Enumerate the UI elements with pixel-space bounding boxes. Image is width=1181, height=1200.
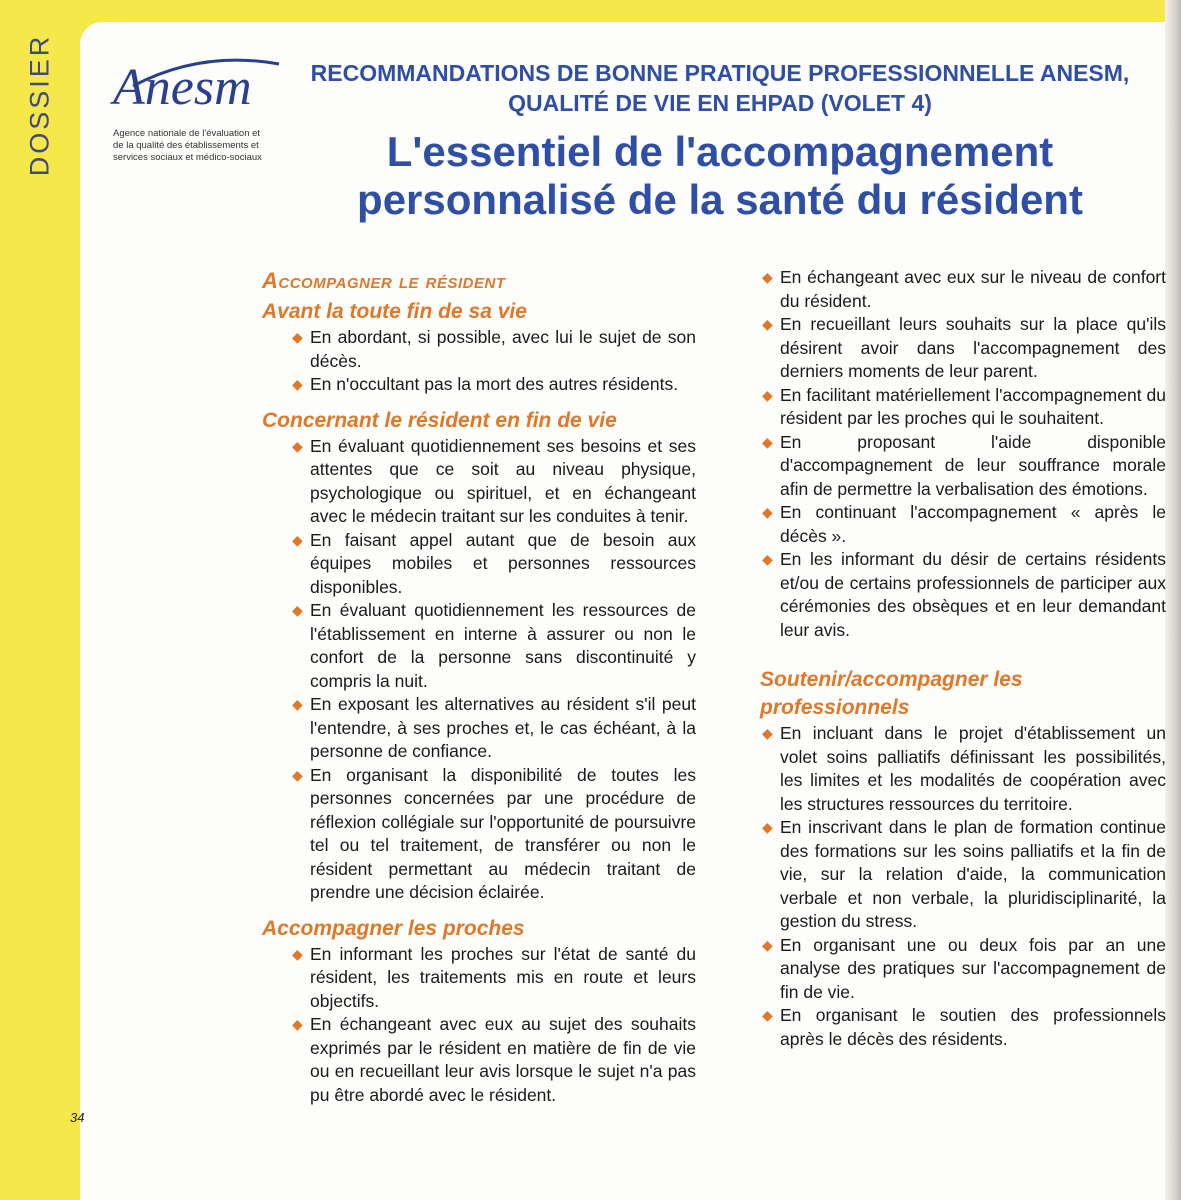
diamond-bullet-icon: ◆: [762, 551, 773, 567]
bullet-list: [262, 435, 696, 905]
logo-name: Anesm: [113, 59, 252, 116]
page-edge: [1165, 0, 1181, 1200]
top-yellow-band: [0, 0, 930, 22]
bullet-list: [262, 326, 696, 397]
logo-subtitle: Agence nationale de l'évaluation et de la qualité des établissements et services sociaux et médico-sociaux: [113, 128, 262, 163]
list-item: ◆ En échangeant avec eux sur le niveau de confort du résident.: [762, 267, 1166, 311]
list-item: ◆ En exposant les alternatives au résident s'il peut l'entendre, à ses proches et, le cas échéant, à la personne de confiance.: [292, 694, 696, 761]
diamond-bullet-icon: ◆: [762, 504, 773, 520]
list-item: ◆ En abordant, si possible, avec lui le sujet de son décès.: [292, 327, 696, 371]
header-line-1: RECOMMANDATIONS DE BONNE PRATIQUE PROFESSIONNELLE ANESM,: [310, 60, 1130, 86]
group-title: Concernant le résident en fin de vie: [262, 408, 617, 432]
list-item: ◆ En les informant du désir de certains résidents et/ou de certains professionnels de participer aux cérémonies des obsèques et en leur demandant leur avis.: [762, 549, 1166, 640]
list-item: ◆ En organisant la disponibilité de toutes les personnes concernées par une procédure de réflexion collégiale sur l'opportunité de poursuivre tel ou tel traitement, de transférer ou non le résident permettant au médecin traitant de prendre une décision éclairée.: [292, 764, 696, 902]
diamond-bullet-icon: ◆: [292, 376, 303, 392]
page-number: 34: [70, 1110, 85, 1125]
list-item: ◆ En informant les proches sur l'état de santé du résident, les traitements mis en route et leurs objectifs.: [292, 943, 696, 1011]
list-item: ◆ En organisant le soutien des professionnels après le décès des résidents.: [762, 1005, 1166, 1049]
diamond-bullet-icon: ◆: [292, 945, 303, 962]
group-title: Soutenir/accompagner les professionnels: [760, 668, 1023, 719]
diamond-bullet-icon: ◆: [762, 386, 773, 403]
logo-wordmark: [113, 59, 273, 116]
dossier-label: DOSSIER: [24, 33, 55, 177]
list-item: ◆ En évaluant quotidiennement les ressources de l'établissement en interne à assurer ou non le confort de la personne sans discontinuité y compris la nuit.: [292, 600, 696, 691]
list-item: ◆ En organisant une ou deux fois par an une analyse des pratiques sur l'accompagnement de fin de vie.: [762, 934, 1166, 1002]
list-item: ◆ En échangeant avec eux au sujet des souhaits exprimés par le résident en matière de fin de vie ou en recueillant leur avis lorsque le sujet n'a pas pu être abordé avec le résident.: [292, 1014, 696, 1105]
diamond-bullet-icon: ◆: [292, 1016, 303, 1032]
left-column: [262, 266, 696, 1107]
section-title: Accompagner le résident: [262, 268, 506, 293]
diamond-bullet-icon: ◆: [292, 696, 303, 712]
group-title: Accompagner les proches: [262, 916, 525, 940]
bullet-list: [262, 943, 696, 1108]
header-kicker: [280, 58, 1160, 118]
diamond-bullet-icon: ◆: [292, 602, 303, 618]
diamond-bullet-icon: ◆: [292, 329, 303, 345]
diamond-bullet-icon: ◆: [762, 269, 773, 285]
bullet-list: [760, 266, 1166, 642]
title-line-2: personnalisé de la santé du résident: [357, 176, 1083, 223]
group-title: Avant la toute fin de sa vie: [262, 300, 527, 323]
side-band: [0, 0, 80, 1200]
right-column: [760, 266, 1166, 1051]
logo-swoosh-icon: [131, 56, 281, 90]
diamond-bullet-icon: ◆: [292, 531, 303, 548]
list-item: ◆ En facilitant matériellement l'accompagnement du résident par les proches qui le souhaitent.: [762, 384, 1166, 428]
title-line-1: L'essentiel de l'accompagnement: [386, 128, 1054, 175]
diamond-bullet-icon: ◆: [292, 437, 303, 454]
list-item: ◆ En évaluant quotidiennement ses besoins et ses attentes que ce soit au niveau physique, psychologique ou spirituel, et en échangeant avec le médecin traitant sur les conduites à tenir.: [292, 435, 696, 526]
bullet-list: [760, 722, 1166, 1051]
diamond-bullet-icon: ◆: [762, 1007, 773, 1023]
anesm-logo: [113, 59, 273, 164]
diamond-bullet-icon: ◆: [762, 433, 773, 450]
diamond-bullet-icon: ◆: [762, 819, 773, 835]
diamond-bullet-icon: ◆: [762, 936, 773, 953]
diamond-bullet-icon: ◆: [762, 316, 773, 332]
list-item: ◆ En proposant l'aide disponible d'accompagnement de leur souffrance morale afin de permettre la verbalisation des émotions.: [762, 431, 1166, 499]
list-item: ◆ En continuant l'accompagnement « après le décès ».: [762, 502, 1166, 546]
diamond-bullet-icon: ◆: [292, 766, 303, 783]
list-item: ◆ En faisant appel autant que de besoin aux équipes mobiles et personnes ressources disponibles.: [292, 529, 696, 597]
list-item: ◆ En n'occultant pas la mort des autres résidents.: [262, 373, 696, 397]
page-title: [300, 128, 1140, 224]
list-item: ◆ En inscrivant dans le plan de formation continue des formations sur les soins palliatifs et la fin de vie, sur la relation d'aide, la communication verbale et non verbale, la pluridisciplinarité, la gestion du stress.: [762, 817, 1166, 931]
header-line-2: QUALITÉ DE VIE EN EHPAD (VOLET 4): [508, 90, 932, 116]
diamond-bullet-icon: ◆: [762, 725, 773, 741]
list-item: ◆ En recueillant leurs souhaits sur la place qu'ils désirent avoir dans l'accompagnement des derniers moments de leur parent.: [762, 314, 1166, 381]
list-item: ◆ En incluant dans le projet d'établissement un volet soins palliatifs définissant les possibilités, les limites et les modalités de coopération avec les structures ressources du territoire.: [762, 723, 1166, 814]
